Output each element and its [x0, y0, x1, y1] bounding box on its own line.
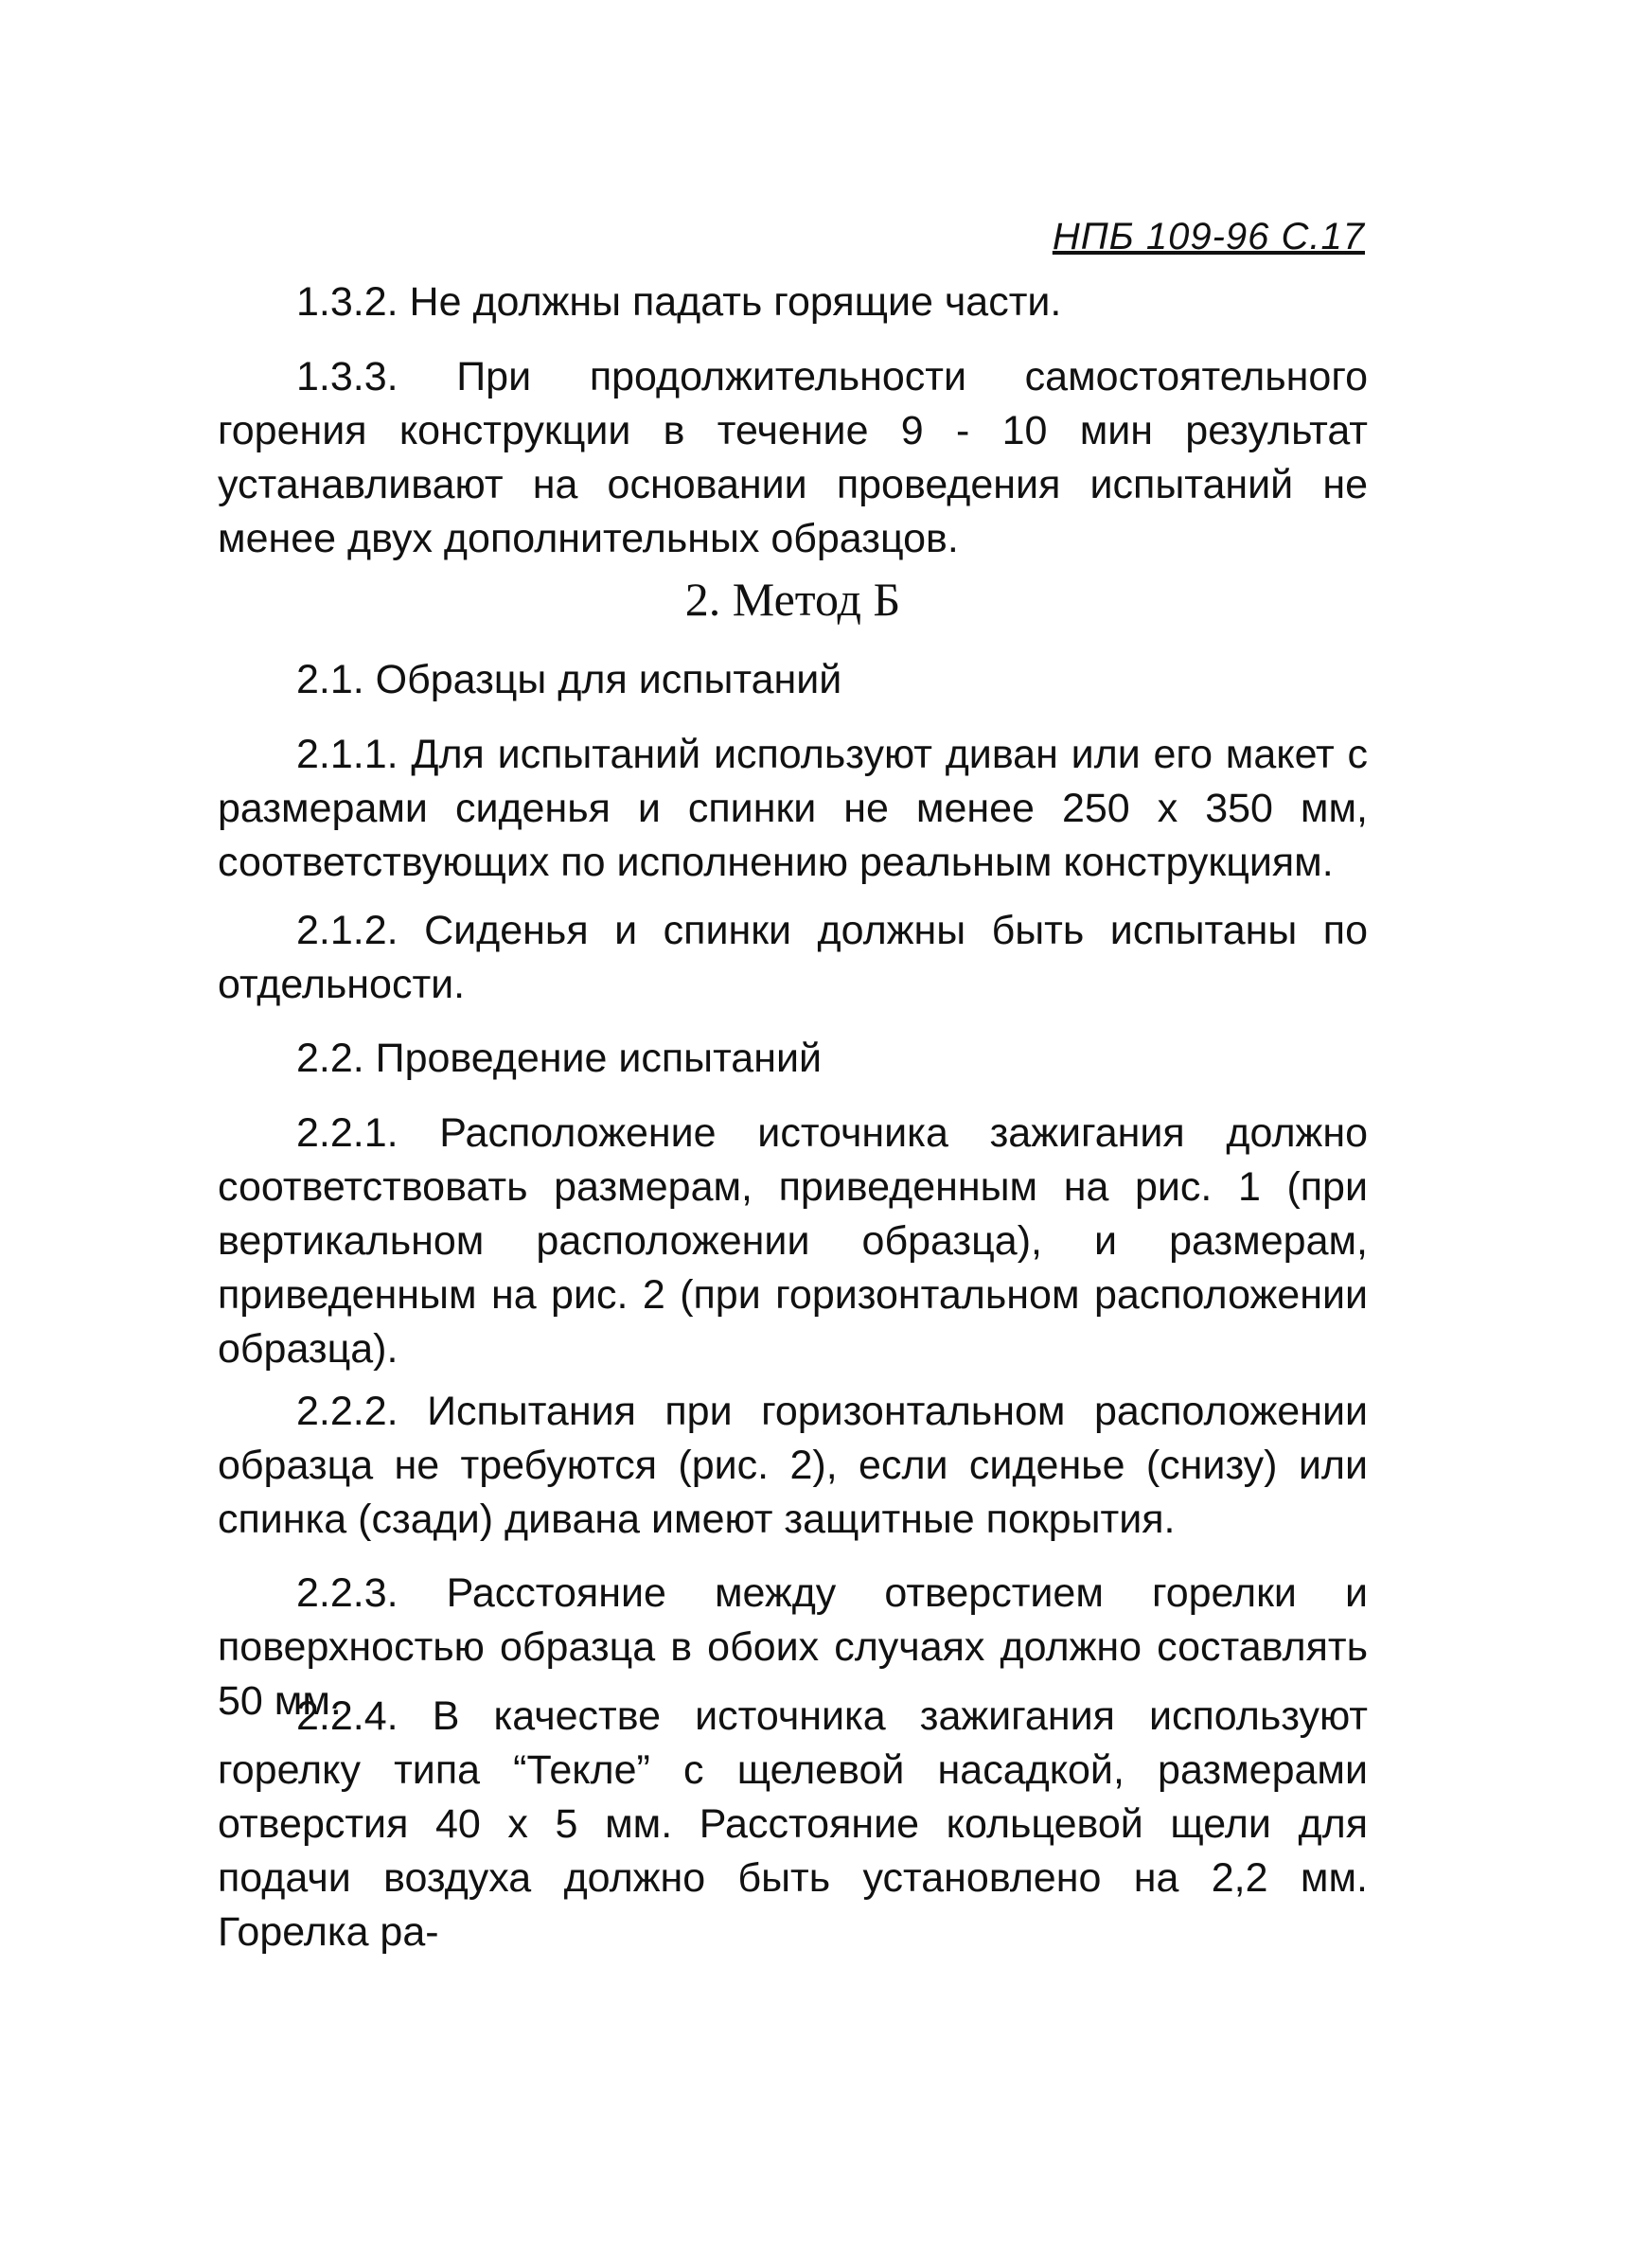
paragraph-2-2-1: 2.2.1. Расположение источника зажигания должно соответствовать размерам, приведенным на рис. 1 (при вертикальном расположении образца), и размерам, приведенным на рис. 2 (при горизонтальном расположении образца). [218, 1110, 1368, 1372]
paragraph-2-2-4: 2.2.4. В качестве источника зажигания используют горелку типа “Текле” с щелевой насадкой, размерами отверстия 40 x 5 мм. Расстояние кольцевой щели для подачи воздуха должно быть установлено на 2,2 мм. Горелка ра- [218, 1693, 1368, 1955]
paragraph-2-2-3: 2.2.3. Расстояние между отверстием горелки и поверхностью образца в обоих случаях должно составлять 50 мм. [218, 1570, 1368, 1724]
paragraph-1-3-2: 1.3.2. Не должны падать горящие части. [296, 279, 1062, 325]
section-heading-method-b: 2. Метод Б [684, 573, 901, 626]
paragraph-2-1-2: 2.1.2. Сиденья и спинки должны быть испытаны по отдельности. [218, 908, 1368, 1007]
paragraph-2-2-2: 2.2.2. Испытания при горизонтальном расположении образца не требуются (рис. 2), если сиденье (снизу) или спинка (сзади) дивана имеют защитные покрытия. [218, 1389, 1368, 1542]
page-header-reference: НПБ 109-96 С.17 [1052, 216, 1365, 257]
paragraph-2-1-1: 2.1.1. Для испытаний используют диван или его макет с размерами сиденья и спинки не менее 250 x 350 мм, соответствующих по исполнению реальным конструкциям. [218, 732, 1368, 885]
paragraph-1-3-3: 1.3.3. При продолжительности самостоятельного горения конструкции в течение 9 - 10 мин результат устанавливают на основании проведения испытаний не менее двух дополнительных образцов. [218, 354, 1368, 561]
subsection-heading-2-1: 2.1. Образцы для испытаний [296, 657, 842, 702]
subsection-heading-2-2: 2.2. Проведение испытаний [296, 1036, 822, 1081]
